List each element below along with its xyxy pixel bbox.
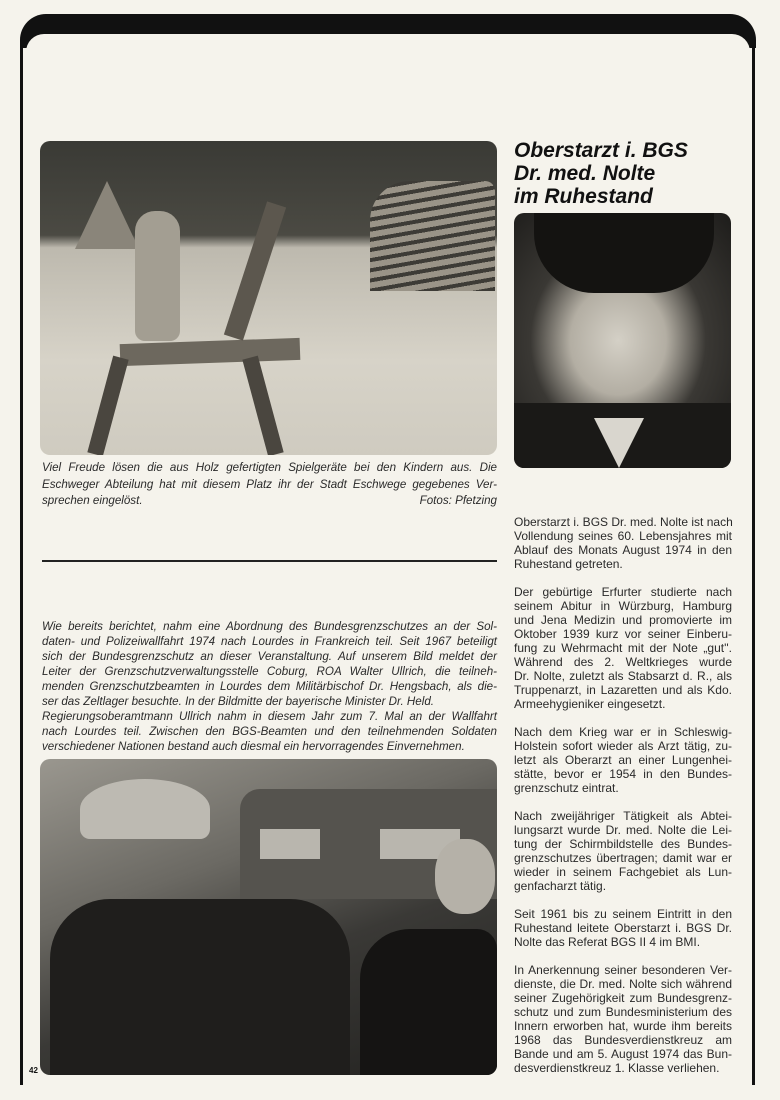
text-line: letzt als Oberarzt an einer Lungenhei-: [514, 753, 732, 767]
text-line: grenzschutz eintrat.: [514, 781, 619, 795]
text-line: verschiedener Nationen bestand auch diesmal ein hervorragendes Einvernehmen.: [42, 740, 465, 753]
title-line: Dr. med. Nolte: [514, 162, 656, 185]
article-paragraph: [514, 907, 732, 949]
text-line: Ablauf des Monats August 1974 in den: [514, 543, 732, 557]
text-line: Vollendung seines 60. Lebensjahres mit: [514, 529, 732, 543]
article-paragraph: [514, 725, 732, 795]
text-line: Oktober 1939 kurz vor seiner Einberu-: [514, 627, 732, 641]
playground-photo: [40, 141, 497, 455]
page-number: 42: [29, 1066, 38, 1075]
text-line: Wie bereits berichtet, nahm eine Abordnung des Bundesgrenzschutzes an der Sol-: [42, 620, 497, 633]
lourdes-text: [42, 619, 497, 754]
lourdes-photo: [40, 759, 497, 1075]
text-line: In Anerkennung seiner besonderen Ver-: [514, 963, 732, 977]
text-line: sprechen eingelöst.: [42, 494, 143, 507]
text-line: seinem Abitur in Würzburg, Hamburg: [514, 599, 732, 613]
section-divider: [42, 560, 497, 562]
text-line: daten- und Polizeiwallfahrt 1974 nach Lourdes in Frankreich teil. Seit 1967 beteiligt: [42, 635, 497, 648]
article-paragraph: [514, 515, 732, 571]
portrait-photo: [514, 213, 731, 468]
text-line: genfacharzt tätig.: [514, 879, 607, 893]
text-line: desverdienstkreuz 1. Klasse verliehen.: [514, 1061, 720, 1075]
text-line: seiner Zugehörigkeit zum Bundesgrenz-: [514, 991, 732, 1005]
text-line: 1968 das Bundesverdienstkreuz am: [514, 1033, 732, 1047]
article-paragraph: [514, 585, 732, 711]
text-line: Ruhestand getreten.: [514, 557, 623, 571]
photo-caption: [42, 460, 497, 510]
text-line: menden Grenzschutzbeamten in Lourdes dem Militärbischof Dr. Hengsbach, als die-: [42, 680, 497, 693]
title-line: Oberstarzt i. BGS: [514, 139, 688, 162]
text-line: Nach zweijähriger Tätigkeit als Abtei-: [514, 809, 732, 823]
text-line: stätte, bevor er 1954 in den Bundes-: [514, 767, 732, 781]
right-border-line: [752, 40, 755, 1085]
text-line: nach Lourdes teil. Zwischen den BGS-Beamten und den teilnehmenden Soldaten: [42, 725, 497, 738]
text-line: Viel Freude lösen die aus Holz gefertigten Spielgeräte bei den Kindern aus. Die: [42, 461, 497, 474]
text-line: schutz und zum Bundesministerium des: [514, 1005, 732, 1019]
header-bar-inner: [26, 34, 750, 54]
text-line: Holstein sofort wieder als Arzt tätig, zu-: [514, 739, 732, 753]
text-line: Leiter der Grenzschutzverwaltungsstelle Coburg, ROA Walter Ullrich, die teilneh-: [42, 665, 497, 678]
text-line: fung zu Wehrmacht mit der Note „gut''.: [514, 641, 732, 655]
text-line: tung der Schirmbildstelle des Bundes-: [514, 837, 732, 851]
text-line: Nach dem Krieg war er in Schleswig-: [514, 725, 732, 739]
text-line: Bande und am 5. August 1974 das Bun-: [514, 1047, 732, 1061]
text-line: Dr. Nolte, zuletzt als Stabsarzt d. R., als: [514, 669, 732, 683]
text-line: Der gebürtige Erfurter studierte nach: [514, 585, 732, 599]
text-line: Ruhestand leitete Oberstarzt i. BGS Dr.: [514, 921, 732, 935]
text-line: wieder in seinem Fachgebiet als Lun-: [514, 865, 732, 879]
photo-credit: Fotos: Pfetzing: [419, 494, 497, 507]
text-line: und Jena Medizin und promovierte im: [514, 613, 732, 627]
text-line: Während des 2. Weltkrieges wurde: [514, 655, 732, 669]
text-line: lungsarzt wurde Dr. med. Nolte die Lei-: [514, 823, 732, 837]
text-line: Truppenarzt, in Lazaretten und als Kdo.: [514, 683, 732, 697]
article-title: [514, 139, 688, 208]
text-line: Oberstarzt i. BGS Dr. med. Nolte ist nach: [514, 515, 733, 529]
text-line: Nolte das Referat BGS II 4 im BMI.: [514, 935, 701, 949]
text-line: grenzschutzes übertragen; damit war er: [514, 851, 732, 865]
text-line: dienste, die Dr. med. Nolte sich während: [514, 977, 732, 991]
text-line: Seit 1961 bis zu seinem Eintritt in den: [514, 907, 732, 921]
left-border-line: [20, 40, 23, 1085]
text-line: Innern erworben hat, wurde ihm bereits: [514, 1019, 732, 1033]
article-body: [514, 515, 732, 1075]
article-paragraph: [514, 809, 732, 893]
text-line: Regierungsoberamtmann Ullrich nahm in diesem Jahr zum 7. Mal an der Wallfahrt: [42, 710, 497, 723]
text-line: Armeehygieniker eingesetzt.: [514, 697, 666, 711]
text-line: sich der Bundesgrenzschutz an dieser Veranstaltung. Auf unserem Bild meldet der: [42, 650, 497, 663]
article-paragraph: [514, 963, 732, 1075]
text-line: Eschweger Abteilung hat mit diesem Platz ihr der Stadt Eschwege gegebenes Ver-: [42, 477, 497, 491]
text-line: ser das Zeltlager besuchte. In der Bildmitte der bayerische Minister Dr. Held.: [42, 695, 434, 708]
title-line: im Ruhestand: [514, 185, 653, 208]
